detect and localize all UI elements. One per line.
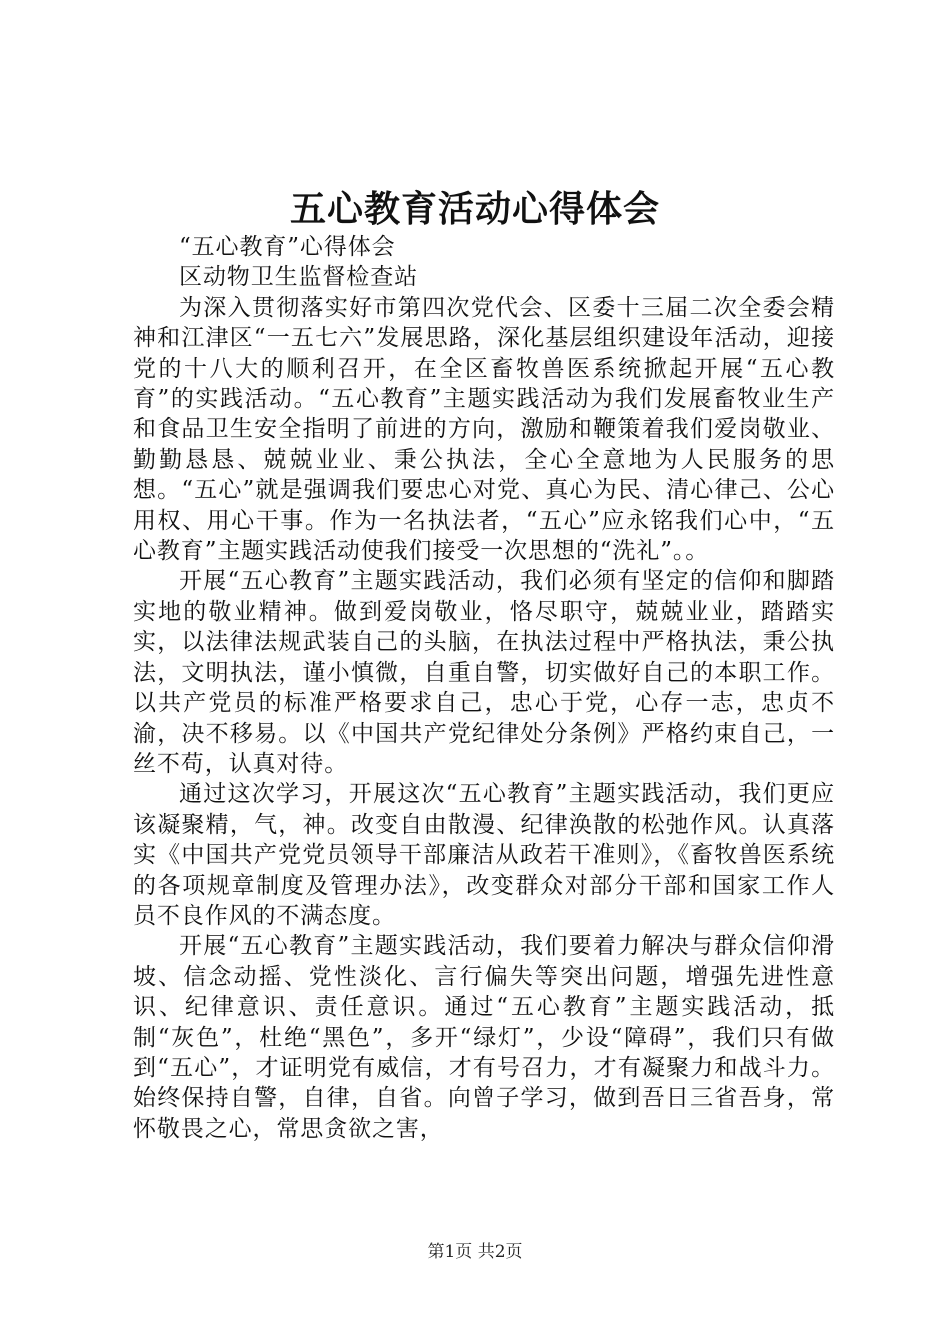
page-number-footer: 第1页 共2页 xyxy=(427,1242,523,1262)
subtitle-line: “五心教育”心得体会 xyxy=(179,234,396,260)
author-line: 区动物卫生监督检查站 xyxy=(179,264,418,291)
paragraph-1: 为深入贯彻落实好市第四次党代会、区委十三届二次全委会精神和江津区“一五七六”发展思路，深化基层组织建设年活动，迎接党的十八大的顺利召开，在全区畜牧兽医系统掀起开展“五心教育”的实践活动。“五心教育”主题实践活动为我们发展畜牧业生产和食品卫生安全指明了前进的方向，激励和鞭策着我们爱岗敬业、勤勤恳恳、兢兢业业、秉公执法，全心全意地为人民服务的思想。“五心”就是强调我们要忠心对党、真心为民、清心律己、公心用权、用心干事。作为一名执法者，“五心”应永铭我们心中，“五心教育”主题实践活动使我们接受一次思想的“洗礼”。。 xyxy=(133,294,835,565)
document-title: 五心教育活动心得体会 xyxy=(289,188,660,230)
document-body xyxy=(133,232,835,1144)
paragraph-2: 开展“五心教育”主题实践活动，我们必须有坚定的信仰和脚踏实地的敬业精神。做到爱岗敬业，恪尽职守，兢兢业业，踏踏实实，以法律法规武装自己的头脑，在执法过程中严格执法，秉公执法，文明执法，谨小慎微，自重自警，切实做好自己的本职工作。以共产党员的标准严格要求自己，忠心于党，心存一志，忠贞不渝，决不移易。以《中国共产党纪律处分条例》严格约束自己，一丝不苟，认真对待。 xyxy=(133,568,835,777)
paragraph-3: 通过这次学习，开展这次“五心教育”主题实践活动，我们更应该凝聚精，气，神。改变自由散漫、纪律涣散的松弛作风。认真落实《中国共产党党员领导干部廉洁从政若干准则》，《畜牧兽医系统的各项规章制度及管理办法》，改变群众对部分干部和国家工作人员不良作风的不满态度。 xyxy=(133,781,835,929)
paragraph-4: 开展“五心教育”主题实践活动，我们要着力解决与群众信仰滑坡、信念动摇、党性淡化、言行偏失等突出问题，增强先进性意识、纪律意识、责任意识。通过“五心教育”主题实践活动，抵制“灰色”，杜绝“黑色”，多开“绿灯”，少设“障碍”，我们只有做到“五心”，才证明党有威信，才有号召力，才有凝聚力和战斗力。始终保持自警，自律，自省。向曾子学习，做到吾日三省吾身，常怀敬畏之心，常思贪欲之害， xyxy=(133,933,835,1142)
